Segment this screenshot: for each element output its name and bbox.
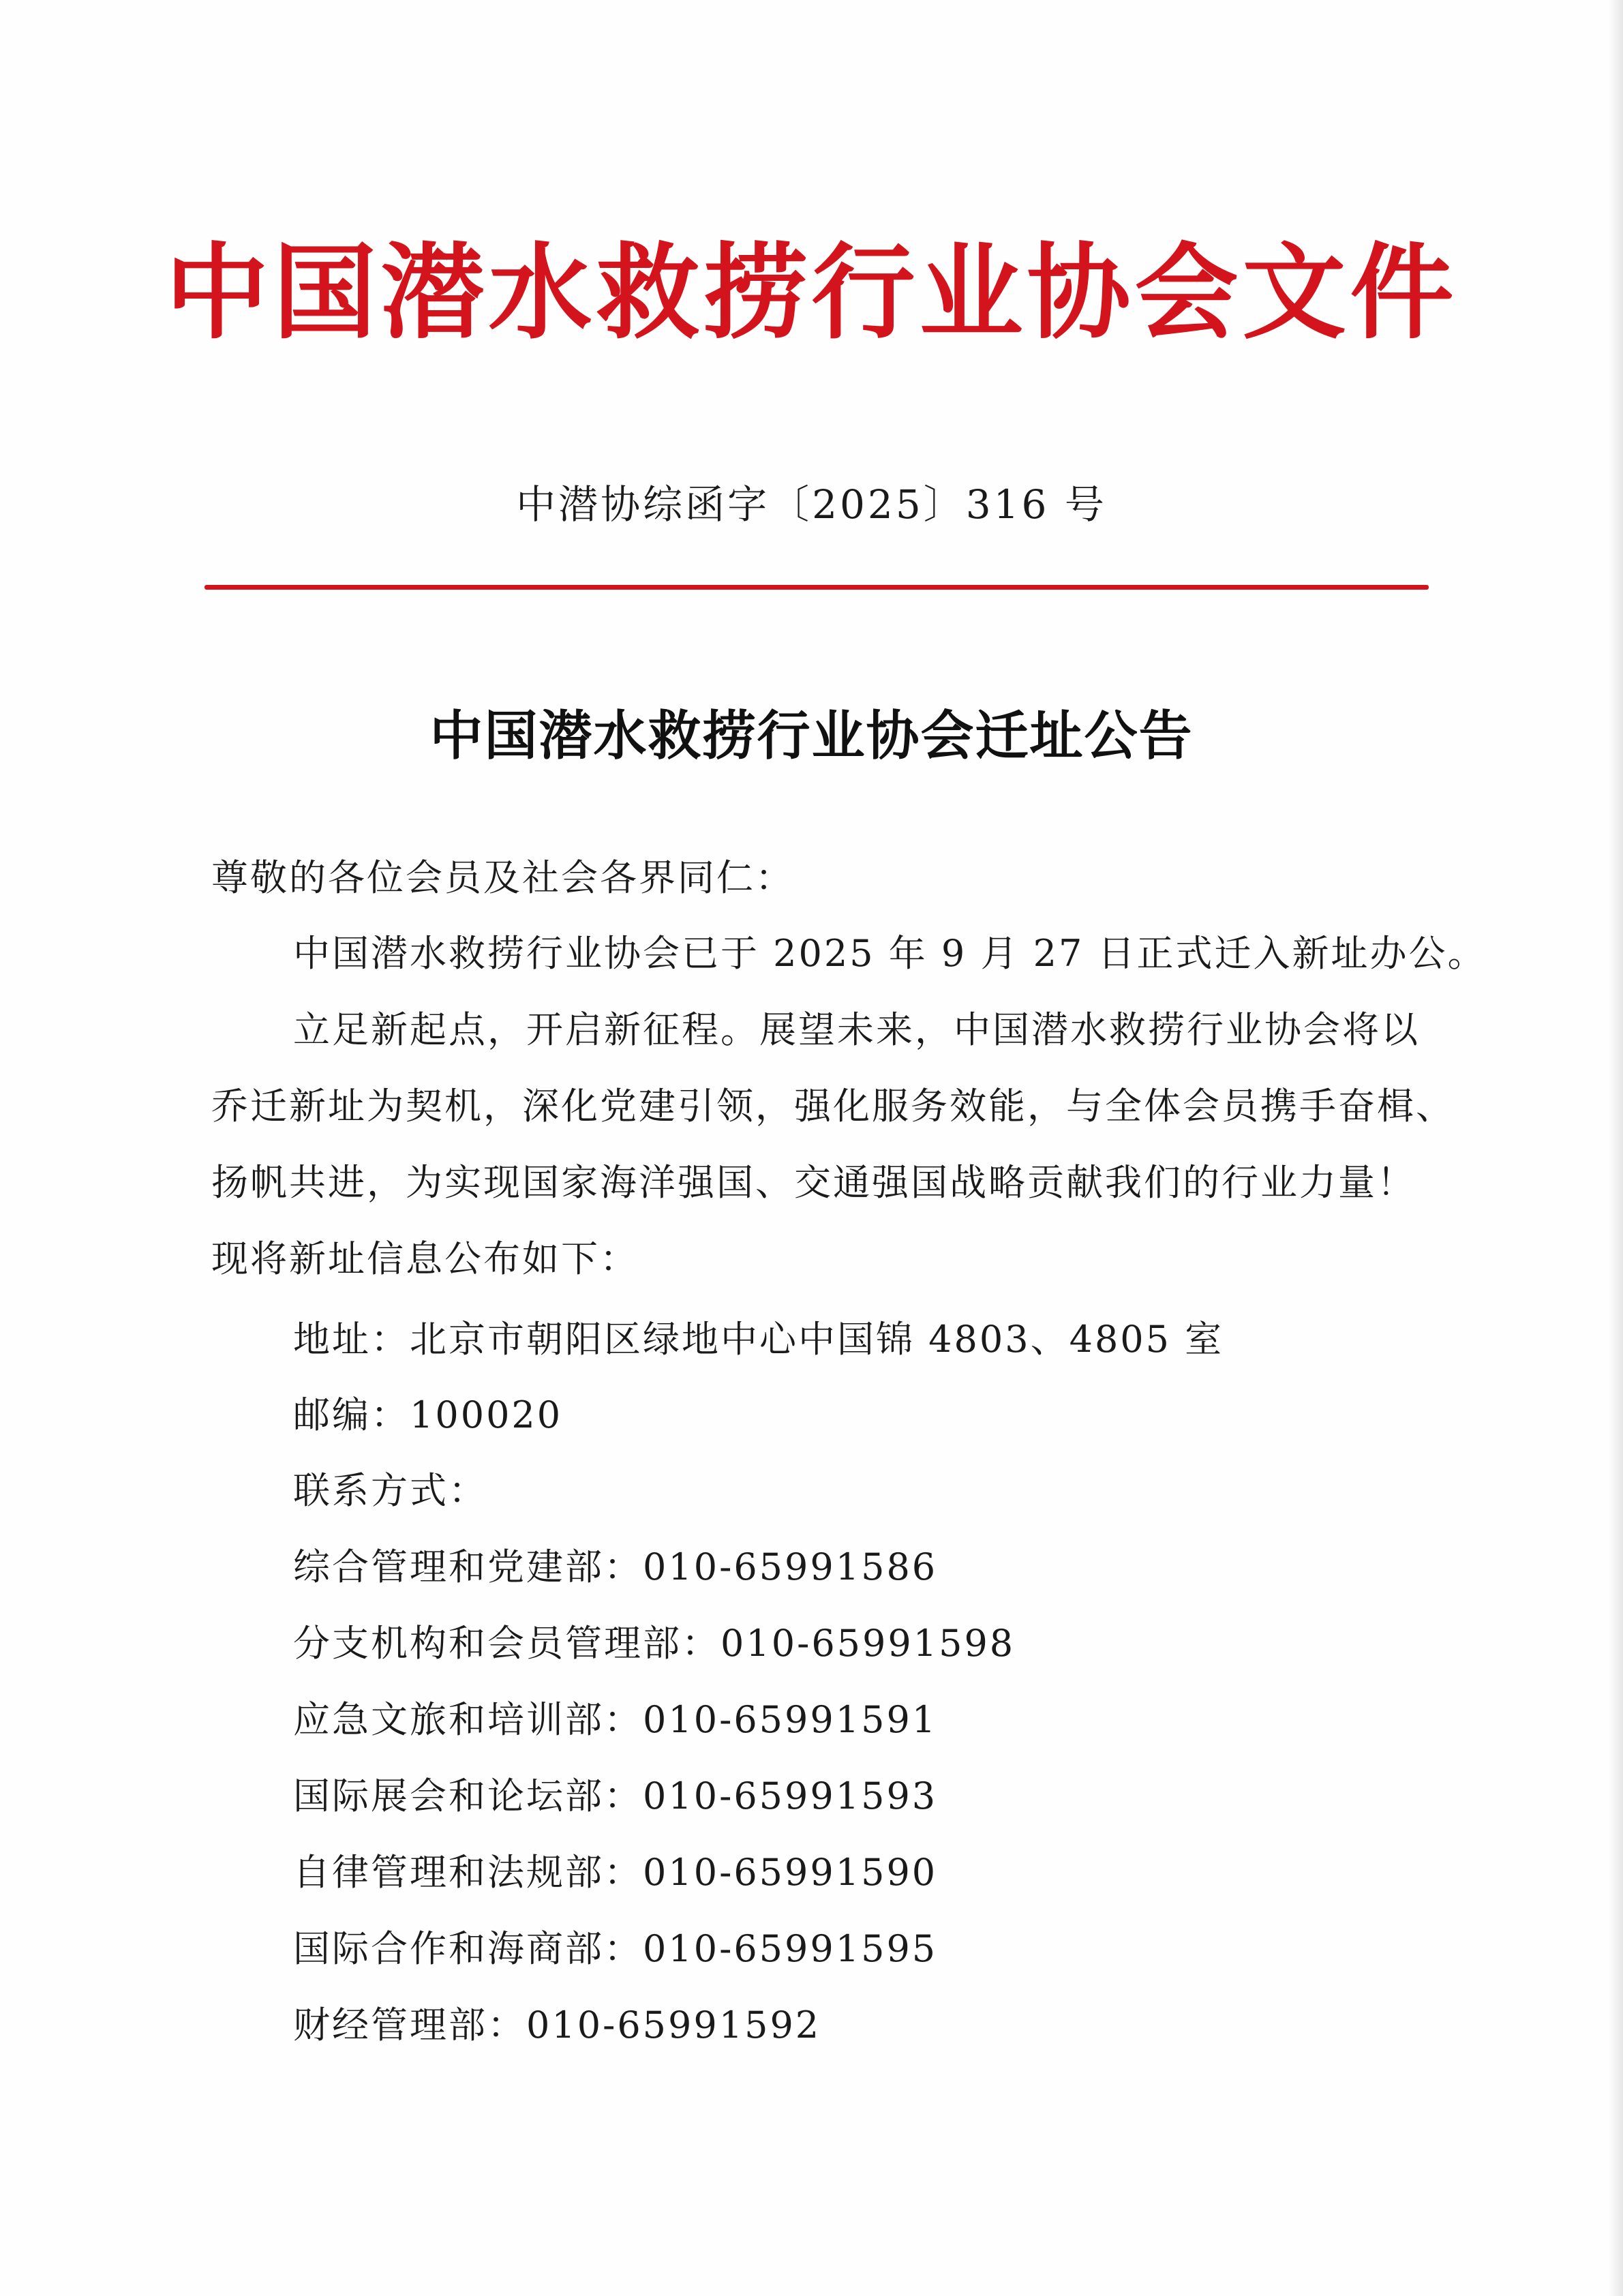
paragraph-line: 中国潜水救捞行业协会已于 2025 年 9 月 27 日正式迁入新址办公。 [293, 932, 1487, 975]
salutation: 尊敬的各位会员及社会各界同仁： [211, 856, 794, 899]
contact-line: 财经管理部：010-65991592 [293, 2004, 821, 2046]
postcode-line: 邮编：100020 [293, 1393, 563, 1436]
paragraph-line: 扬帆共进，为实现国家海洋强国、交通强国战略贡献我们的行业力量！ [211, 1161, 1416, 1204]
contact-line: 综合管理和党建部：010-65991586 [293, 1545, 938, 1588]
paragraph-line: 乔迁新址为契机，深化党建引领，强化服务效能，与全体会员携手奋楫、 [211, 1085, 1455, 1128]
contact-heading: 联系方式： [293, 1469, 487, 1512]
contact-line: 国际展会和论坛部：010-65991593 [293, 1774, 938, 1817]
contact-line: 国际合作和海商部：010-65991595 [293, 1927, 938, 1970]
document-title: 中国潜水救捞行业协会迁址公告 [429, 706, 1194, 767]
contact-line: 分支机构和会员管理部：010-65991598 [293, 1622, 1016, 1665]
contact-line: 自律管理和法规部：010-65991590 [293, 1851, 938, 1894]
document-masthead: 中国潜水救捞行业协会文件 [165, 232, 1458, 353]
paragraph-line: 立足新起点，开启新征程。展望未来，中国潜水救捞行业协会将以 [293, 1008, 1420, 1051]
red-divider-line [204, 585, 1429, 590]
address-line: 地址：北京市朝阳区绿地中心中国锦 4803、4805 室 [293, 1318, 1224, 1361]
document-number: 中潜协综函字〔2025〕316 号 [516, 481, 1107, 528]
contact-line: 应急文旅和培训部：010-65991591 [293, 1698, 938, 1741]
paragraph-line: 现将新址信息公布如下： [211, 1237, 639, 1280]
